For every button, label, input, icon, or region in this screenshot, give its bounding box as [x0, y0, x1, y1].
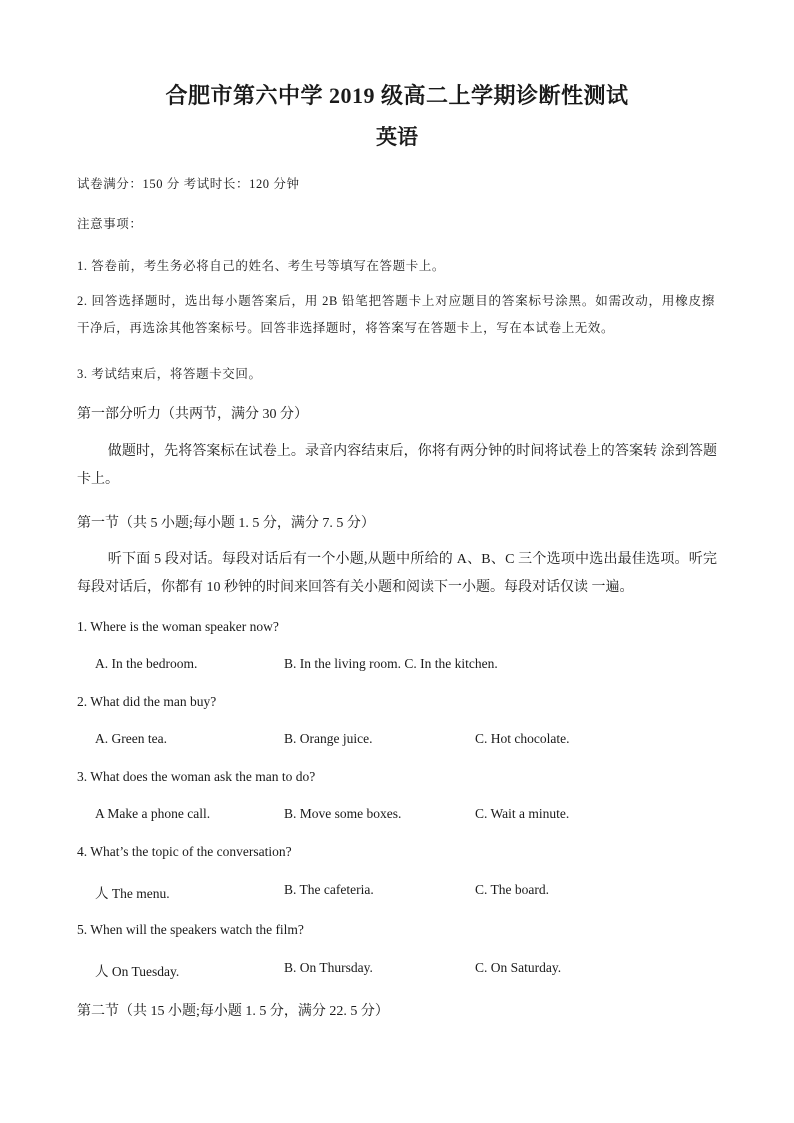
section1-heading: 第一节（共 5 小题;每小题 1. 5 分，满分 7. 5 分）	[77, 516, 375, 531]
section2-heading: 第二节（共 15 小题;每小题 1. 5 分，满分 22. 5 分）	[77, 1004, 389, 1019]
exam-info: 试卷满分：150 分 考试时长：120 分钟	[77, 177, 300, 191]
option-b: B. On Thursday.	[284, 960, 373, 975]
exam-subject: 英语	[376, 125, 418, 149]
option-c: C. Wait a minute.	[475, 806, 570, 821]
option-a: 人 On Tuesday.	[95, 964, 180, 979]
option-c: C. On Saturday.	[475, 960, 562, 975]
option-a: A. Green tea.	[95, 731, 167, 746]
option-a: A. In the bedroom.	[95, 656, 198, 671]
part1-heading: 第一部分听力（共两节，满分 30 分）	[77, 407, 308, 422]
section1-instruction: 听下面 5 段对话。每段对话后有一个小题,从题中所给的 A、B、C 三个选项中选出最佳选项。听完每段对话后，你都有 10 秒钟的时间来回答有关小题和阅读下一小题。每段对话仅读 一遍。	[77, 552, 717, 595]
option-b: B. The cafeteria.	[284, 882, 374, 897]
question-stem: 1. Where is the woman speaker now?	[77, 619, 279, 634]
question-stem: 3. What does the woman ask the man to do?	[77, 769, 316, 784]
notice-item: 1. 答卷前，考生务必将自己的姓名、考生号等填写在答题卡上。	[77, 259, 446, 273]
option-c: C. Hot chocolate.	[475, 731, 570, 746]
exam-title: 合肥市第六中学 2019 级高二上学期诊断性测试	[165, 83, 629, 108]
notice-title: 注意事项：	[77, 217, 143, 231]
option-b: B. In the living room. C. In the kitchen.	[284, 656, 498, 671]
part1-instruction: 做题时，先将答案标在试卷上。录音内容结束后，你将有两分钟的时间将试卷上的答案转 涂到答题卡上。	[77, 444, 717, 487]
option-a: 人 The menu.	[95, 886, 170, 901]
option-b: B. Move some boxes.	[284, 806, 402, 821]
question-stem: 2. What did the man buy?	[77, 694, 217, 709]
question-stem: 4. What’s the topic of the conversation?	[77, 844, 292, 859]
question-stem: 5. When will the speakers watch the film?	[77, 922, 304, 937]
notice-item: 3. 考试结束后，将答题卡交回。	[77, 367, 262, 381]
option-c: C. The board.	[475, 882, 549, 897]
option-a: A Make a phone call.	[95, 806, 211, 821]
option-b: B. Orange juice.	[284, 731, 373, 746]
notice-item: 2. 回答选择题时，选出每小题答案后，用 2B 铅笔把答题卡上对应题目的答案标号涂黑。如需改动，用橡皮擦 干净后，再选涂其他答案标号。回答非选择题时，将答案写在答题卡上，写在本试卷上无效。	[77, 294, 715, 335]
